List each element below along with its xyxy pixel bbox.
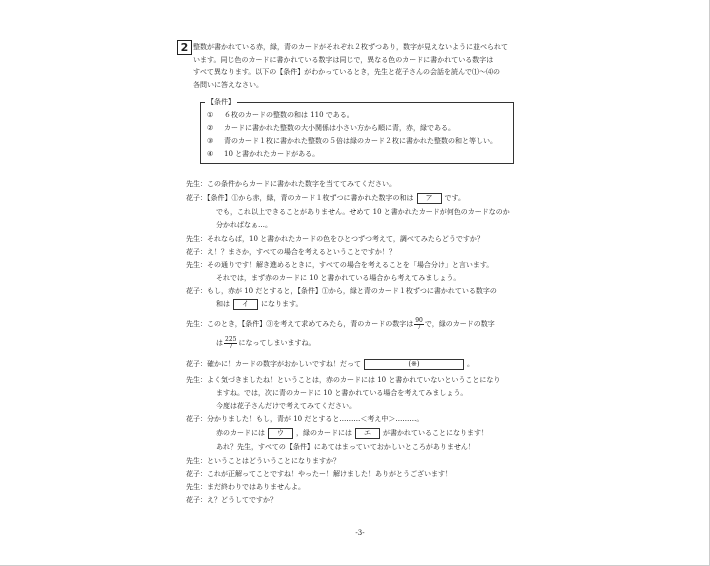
- dialogue-line: 花子：もし，赤が 10 だとすると，【条件】①から，緑と青のカード１枚ずつに書かれている数字の: [186, 287, 497, 295]
- question-number: 2: [177, 40, 192, 55]
- answer-blank-a: ア: [417, 193, 442, 204]
- dialogue-line: 先生：よく気づきましたね！ということは，赤のカードには 10 と書かれていないということになり: [186, 376, 501, 384]
- condition-item: ① ６枚のカードの整数の和は 110 である。: [207, 111, 354, 119]
- dialogue-continuation: は $\frac{225}{7}$ になってしまいますね。: [216, 335, 316, 350]
- dialogue-line: 先生：この条件からカードに書かれた数字を当ててみてください。: [186, 180, 396, 188]
- dialogue-continuation: 分かればなぁ…。: [216, 221, 272, 229]
- answer-blank-i: イ: [233, 299, 258, 310]
- dialogue-continuation: それでは，まず赤のカードに 10 と書かれている場合から考えてみましょう。: [216, 274, 461, 282]
- dialogue-line: 先生：その通りです！解き進めるときに，すべての場合を考えることを「場合分け」と言います。: [186, 261, 494, 269]
- dialogue-continuation: ますね。では，次に青のカードに 10 と書かれている場合を考えてみましょう。: [216, 389, 468, 397]
- dialogue-line: 花子：これが正解ってことですね！やったー！解けました！ありがとうございます！: [186, 470, 452, 478]
- condition-item: ④ 10 と書かれたカードがある。: [207, 150, 320, 158]
- answer-blank-u: ウ: [268, 428, 293, 439]
- dialogue-line: 先生：それならば，10 と書かれたカードの色をひとつずつ考えて，調べてみたらどうですか？: [186, 235, 484, 243]
- question-intro: [193, 41, 543, 91]
- condition-item: ③ 青のカード１枚に書かれた整数の５倍は緑のカード２枚に書かれた整数の和と等しい。: [207, 137, 497, 145]
- dialogue-line: 花子：え？どうしてですか？: [186, 496, 277, 504]
- intro-line: 整数が書かれている赤，緑，青のカードがそれぞれ２枚ずつあり，数字が見えないように並べられて: [193, 43, 508, 51]
- dialogue-line: 先生：このとき，【条件】③を考えて求めてみたら，青のカードの数字は $\frac{90}{7}$ で，緑のカードの数字: [186, 316, 495, 331]
- page-number: -3-: [355, 529, 365, 537]
- dialogue-continuation: 和は イ になります。: [216, 299, 303, 308]
- conditions-title: 【条件】: [207, 98, 235, 106]
- answer-blank-e: エ: [355, 428, 380, 439]
- dialogue-line: 花子：確かに！カードの数字がおかしいですね！だって (※) 。: [186, 359, 474, 368]
- dialogue-continuation: 今度は花子さんだけで考えてみてください。: [216, 402, 356, 410]
- condition-item: ② カードに書かれた整数の大小関係は小さい方から順に青，赤，緑である。: [207, 124, 455, 132]
- dialogue-continuation: あれ？先生，すべての【条件】にあてはまっていておかしいところがありません！: [216, 443, 475, 451]
- dialogue-line: 花子：分かりました！もし，青が 10 だとすると………＜考え中＞………。: [186, 415, 424, 423]
- dialogue-continuation: でも，これ以上できることがありません。せめて 10 と書かれたカードが何色のカードなのか: [216, 208, 510, 216]
- fraction-blue: $\frac{90}{7}$: [415, 316, 423, 331]
- dialogue-continuation: 赤のカードには ウ ，緑のカードには エ が書かれていることになります！: [216, 428, 488, 437]
- intro-line: います。同じ色のカードに書かれている数字は同じで，異なる色のカードに書かれている数字は: [193, 55, 494, 64]
- intro-line: すべて異なります。以下の【条件】がわかっているとき，先生と花子さんの会話を読んで⑴～⑷の: [193, 68, 501, 76]
- intro-line: 各問いに答えなさい。: [193, 80, 263, 89]
- answer-blank-note: (※): [364, 359, 464, 370]
- dialogue-line: 先生：ということはどういうことになりますか？: [186, 457, 340, 465]
- fraction-green: $\frac{225}{7}$: [225, 335, 237, 350]
- dialogue-line: 先生：まだ終わりではありませんよ。: [186, 483, 305, 491]
- dialogue-line: 花子：【条件】①から赤，緑，青のカード１枚ずつに書かれた数字の和は ア です。: [186, 193, 465, 202]
- conditions-box: [200, 102, 514, 164]
- dialogue-line: 花子：え！？まさか，すべての場合を考えるということですか！？: [186, 248, 396, 256]
